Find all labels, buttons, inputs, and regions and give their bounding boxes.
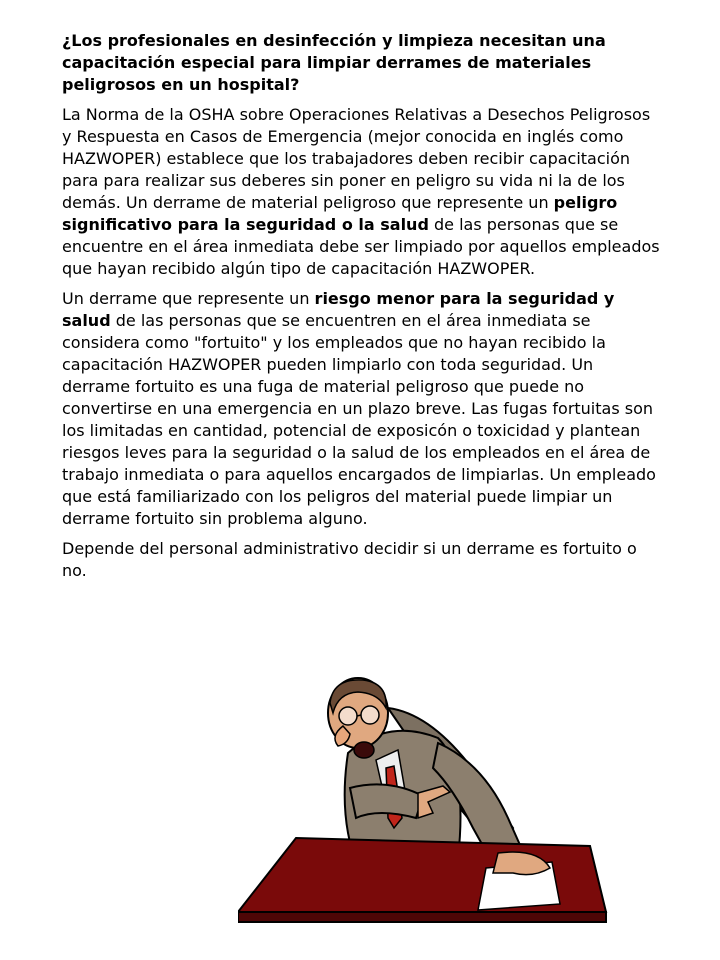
man-at-desk-illustration [238,668,613,930]
p2-text-c: de las personas que se encuentren en el área inmediata se considera como "fortuito" y los empleados que no hayan recibido la capacitación HAZWOPER pueden limpiarlo con toda seguridad. Un derrame fortuito es una fuga de material peligroso que puede no convertirse en una emergencia en un plazo breve. Las fugas fortuitas son los limitadas en cantidad, potencial de exposicón o toxicidad y plantean riesgos leves para la seguridad o la salud de los empleados en el área de trabajo inmediata o para aquellos encargados de limpiarlas. Un empleado que está familiarizado con los peligros del material puede limpiar un derrame fortuito sin problema alguno. [62,311,656,528]
question-heading: ¿Los profesionales en desinfección y limpieza necesitan una capacitación especial para limpiar derrames de materiales peligrosos en un hospital? [62,31,606,94]
document-body [62,30,662,590]
paragraph-incidental-spill [62,288,662,530]
p1-text-a: La Norma de la OSHA sobre Operaciones Relativas a Desechos Peligrosos y Respuesta en Casos de Emergencia (mejor conocida en inglés como HAZWOPER) establece que los trabajadores deben recibir capacitación para para realizar sus deberes sin poner en peligro su vida ni la de los demás. Un derrame de material peligroso que represente un [62,105,651,212]
p1-text-c: de las personas que se encuentre en el área inmediata debe ser limpiado por aquellos empleados que hayan recibido algún tipo de capacitación HAZWOPER. [62,215,660,278]
paragraph-hazwoper [62,104,662,280]
p1-emphasis: peligro significativo para la seguridad o la salud [62,193,618,234]
p2-emphasis: riesgo menor para la seguridad y salud [62,289,615,330]
p2-text-a: Un derrame que represente un [62,289,315,308]
paragraph-admin-decision: Depende del personal administrativo decidir si un derrame es fortuito o no. [62,539,637,580]
